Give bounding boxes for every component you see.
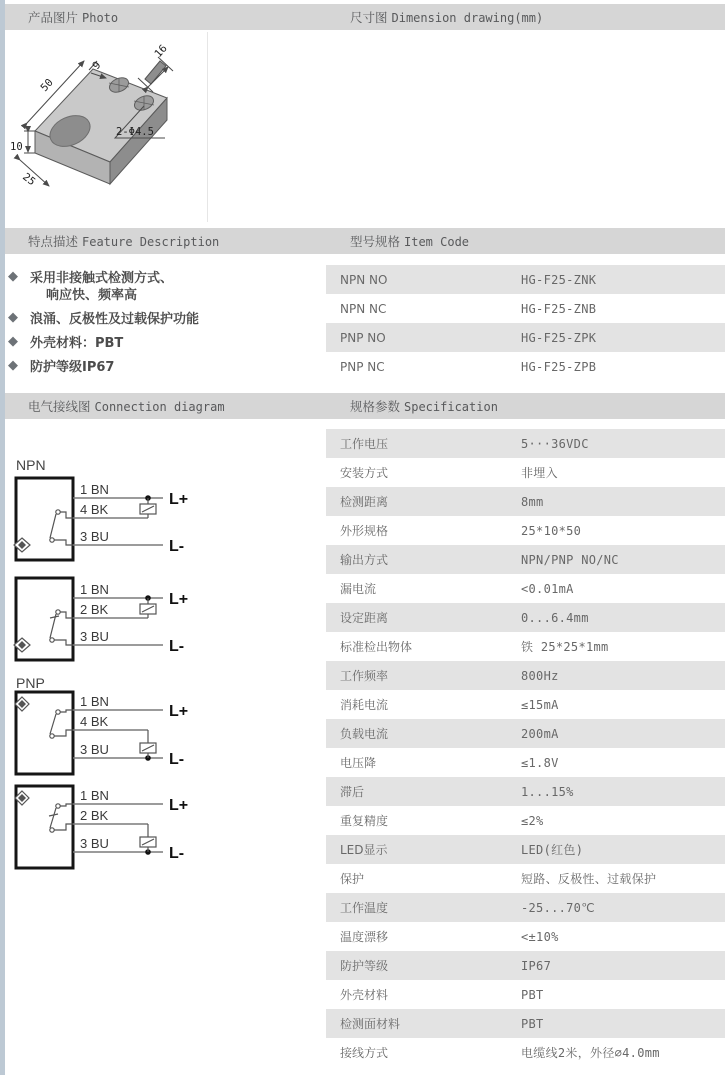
dimension-section-title (350, 8, 543, 26)
product-drawing (7, 32, 208, 222)
spec-value: 铁 25*25*1mm (521, 640, 609, 654)
wire-label-bu: 3 BU (80, 529, 109, 544)
spec-value: 短路、反极性、过载保护 (521, 872, 657, 886)
l-minus-label: L- (169, 538, 185, 555)
feature-item (8, 309, 323, 326)
item-code: HG-F25-ZNB (521, 301, 597, 316)
circuit-npn-nc (14, 578, 188, 660)
wire-label-bk: 4 BK (80, 714, 109, 729)
dim-label-holes: 2-Φ4.5 (116, 126, 154, 138)
itemcode-section-title (350, 232, 469, 250)
spec-value: 5···36VDC (521, 436, 589, 451)
itemcode-title-zh: 型号规格 (350, 234, 401, 249)
spec-label: 工作频率 (340, 669, 389, 683)
spec-label: 滞后 (340, 785, 365, 799)
spec-row (326, 632, 725, 661)
spec-label: 安装方式 (340, 466, 389, 480)
spec-value: 0...6.4mm (521, 610, 589, 625)
wire-label-bn: 1 BN (80, 582, 109, 597)
spec-label: 电压降 (340, 756, 377, 770)
spec-value: -25...70℃ (521, 900, 595, 915)
spec-row (326, 574, 725, 603)
spec-value: 8mm (521, 494, 544, 509)
diamond-bullet-icon: ◆ (8, 358, 18, 373)
circuit-pnp-nc (15, 786, 188, 868)
wire-label-bk: 4 BK (80, 502, 109, 517)
spec-value: <±10% (521, 929, 559, 944)
spec-row (326, 835, 725, 864)
wire-label-bn: 1 BN (80, 694, 109, 709)
l-minus-label: L- (169, 845, 185, 862)
item-type: NPN NC (340, 301, 387, 316)
spec-label: 设定距离 (340, 611, 389, 625)
spec-row (326, 545, 725, 574)
circuit-pnp-no (15, 692, 188, 774)
spec-value: 200mA (521, 726, 559, 741)
wire-label-bu: 3 BU (80, 742, 109, 757)
wire-label-bk: 2 BK (80, 808, 109, 823)
spec-label: 检测距离 (340, 495, 389, 509)
dimension-drawing-area (345, 32, 725, 222)
spec-label: 外形规格 (340, 524, 389, 538)
spec-label: 重复精度 (340, 814, 389, 828)
l-minus-label: L- (169, 751, 185, 768)
l-plus-label: L+ (169, 491, 189, 508)
section-header-middle (5, 228, 725, 254)
wire-label-bn: 1 BN (80, 482, 109, 497)
l-minus-label: L- (169, 638, 185, 655)
spec-value: IP67 (521, 958, 552, 973)
spec-row (326, 864, 725, 893)
item-code-row (326, 294, 725, 323)
diamond-bullet-icon: ◆ (8, 334, 18, 349)
photo-section-title (28, 8, 118, 26)
wire-label-bu: 3 BU (80, 836, 109, 851)
itemcode-title-en: Item Code (404, 235, 470, 249)
spec-label: 负载电流 (340, 727, 389, 741)
feature-item (8, 357, 323, 374)
spec-label: 温度漂移 (340, 930, 389, 944)
diamond-bullet-icon: ◆ (8, 269, 18, 284)
spec-row (326, 893, 725, 922)
item-type: PNP NC (340, 359, 385, 374)
connection-section-title (28, 397, 225, 415)
spec-label: 保护 (340, 872, 365, 886)
spec-value: PBT (521, 987, 544, 1002)
connection-title-zh: 电气接线图 (28, 399, 91, 414)
section-header-top (5, 4, 725, 30)
dim-label-10: 10 (10, 141, 23, 153)
product-3d-drawing-svg (7, 32, 207, 222)
feature-list (8, 268, 323, 381)
spec-row (326, 603, 725, 632)
spec-value: LED(红色) (521, 843, 584, 857)
spec-label: 防护等级 (340, 959, 389, 973)
spec-value: <0.01mA (521, 581, 574, 596)
spec-row (326, 429, 725, 458)
connection-title-en: Connection diagram (94, 400, 225, 414)
dim-label-25: 25 (20, 170, 38, 189)
npn-group-label: NPN (16, 457, 46, 473)
spec-row (326, 951, 725, 980)
spec-label: 消耗电流 (340, 698, 389, 712)
specification-table (326, 429, 725, 1067)
item-code: HG-F25-ZPB (521, 359, 597, 374)
spec-value: ≤2% (521, 813, 544, 828)
spec-row (326, 980, 725, 1009)
spec-label: 漏电流 (340, 582, 377, 596)
spec-value: 1...15% (521, 784, 574, 799)
item-code: HG-F25-ZNK (521, 272, 597, 287)
item-code-table (326, 265, 725, 381)
connection-diagrams-svg (0, 450, 330, 880)
pnp-group-label: PNP (16, 675, 45, 691)
item-code-row (326, 352, 725, 381)
spec-row (326, 1009, 725, 1038)
spec-row (326, 661, 725, 690)
feature-item (8, 333, 323, 350)
connection-diagrams (0, 450, 330, 880)
wire-label-bu: 3 BU (80, 629, 109, 644)
item-type: NPN NO (340, 272, 388, 287)
section-header-bottom (5, 393, 725, 419)
spec-row (326, 748, 725, 777)
spec-value: ≤15mA (521, 697, 559, 712)
item-type: PNP NO (340, 330, 386, 345)
features-title-zh: 特点描述 (28, 234, 79, 249)
photo-title-zh: 产品图片 (28, 10, 79, 25)
spec-row (326, 777, 725, 806)
diamond-bullet-icon: ◆ (8, 310, 18, 325)
l-plus-label: L+ (169, 703, 189, 720)
circuit-npn-no (14, 478, 188, 560)
specification-title-en: Specification (404, 400, 498, 414)
spec-row (326, 458, 725, 487)
spec-label: LED显示 (340, 843, 388, 857)
spec-value: ≤1.8V (521, 755, 559, 770)
photo-title-en: Photo (82, 11, 119, 25)
dim-label-9: 9 (90, 59, 104, 73)
spec-value: PBT (521, 1016, 544, 1031)
spec-value: 25*10*50 (521, 523, 582, 538)
spec-label: 输出方式 (340, 553, 389, 567)
l-plus-label: L+ (169, 591, 189, 608)
item-code: HG-F25-ZPK (521, 330, 597, 345)
spec-value: NPN/PNP NO/NC (521, 552, 619, 567)
spec-row (326, 719, 725, 748)
spec-row (326, 1038, 725, 1067)
features-section-title (28, 232, 219, 250)
dimension-title-en: Dimension drawing(mm) (391, 11, 544, 25)
spec-row (326, 516, 725, 545)
l-plus-label: L+ (169, 797, 189, 814)
item-code-row (326, 265, 725, 294)
features-title-en: Feature Description (82, 235, 220, 249)
dimension-title-zh: 尺寸图 (350, 10, 388, 25)
feature-text: 响应快、频率高 (46, 288, 138, 303)
wire-label-bk: 2 BK (80, 602, 109, 617)
spec-value: 非埋入 (521, 466, 558, 480)
spec-label: 外壳材料 (340, 988, 389, 1002)
spec-row (326, 806, 725, 835)
spec-label: 接线方式 (340, 1046, 389, 1060)
feature-text: 外壳材料：PBT (30, 336, 124, 351)
feature-text: 防护等级IP67 (30, 360, 115, 375)
feature-text: 浪涌、反极性及过载保护功能 (30, 312, 200, 327)
spec-row (326, 690, 725, 719)
spec-value: 电缆线2米，外径∅4.0mm (521, 1046, 660, 1060)
wire-label-bn: 1 BN (80, 788, 109, 803)
item-code-row (326, 323, 725, 352)
spec-value: 800Hz (521, 668, 559, 683)
spec-label: 工作温度 (340, 901, 389, 915)
feature-item-continuation (8, 285, 323, 302)
dim-label-50: 50 (38, 76, 56, 95)
feature-text: 采用非接触式检测方式、 (30, 271, 174, 286)
spec-label: 检测面材料 (340, 1017, 401, 1031)
spec-label: 工作电压 (340, 437, 389, 451)
spec-row (326, 922, 725, 951)
feature-item (8, 268, 323, 285)
spec-label: 标准检出物体 (340, 640, 413, 654)
spec-row (326, 487, 725, 516)
dim-label-16: 16 (152, 42, 170, 61)
specification-title-zh: 规格参数 (350, 399, 401, 414)
specification-section-title (350, 397, 498, 415)
